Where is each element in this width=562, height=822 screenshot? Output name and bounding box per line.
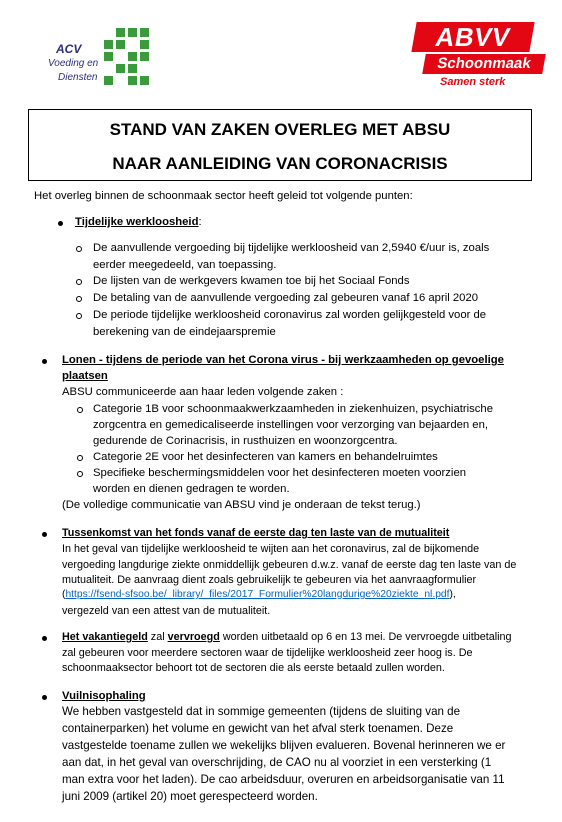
section1-item-4-line-2: berekening van de eindejaarspremie bbox=[93, 326, 276, 338]
section1-item-3: De betaling van de aanvullende vergoeding zal gebeuren vanaf 16 april 2020 bbox=[93, 292, 479, 304]
sub-bullet bbox=[76, 313, 82, 319]
bullet bbox=[42, 532, 47, 537]
abvv-logo-name: ABVV bbox=[411, 22, 534, 52]
sub-bullet bbox=[76, 279, 82, 285]
section4-rest: worden uitbetaald op 6 en 13 mei. De vervroegde uitbetaling bbox=[219, 631, 512, 643]
acv-logo-line3: Diensten bbox=[58, 72, 98, 83]
sub-bullet bbox=[76, 246, 82, 252]
section2-note: (De volledige communicatie van ABSU vind je onderaan de tekst terug.) bbox=[62, 499, 421, 511]
logo-square bbox=[140, 76, 149, 85]
section5-line-2: containerparken) het volume en gewicht van het afval sterk toenamen. Deze bbox=[62, 722, 454, 735]
section3-line-5: vergezeld van een attest van de mutualiteit. bbox=[62, 605, 271, 617]
section1-item-2: De lijsten van de werkgevers kwamen toe bij het Sociaal Fonds bbox=[93, 275, 410, 287]
bullet bbox=[42, 695, 47, 700]
logo-square bbox=[128, 52, 137, 61]
link-close-paren: ), bbox=[449, 589, 456, 600]
acv-logo-line2: Voeding en bbox=[48, 58, 99, 69]
logo-square bbox=[140, 52, 149, 61]
logo-square bbox=[104, 40, 113, 49]
bullet bbox=[58, 221, 63, 226]
section3-heading: Tussenkomst van het fonds vanaf de eerste dag ten laste van de mutualiteit bbox=[62, 527, 450, 539]
section2-heading-line-2: plaatsen bbox=[62, 370, 108, 382]
section4-mid: zal bbox=[147, 631, 168, 643]
section3-line-3: mutualiteit. De aanvraag dient zoals gebruikelijk te gebeuren via het aanvraagformulier bbox=[62, 574, 477, 586]
section2-item-1-line-1: Categorie 1B voor schoonmaakwerkzaamheden in ziekenhuizen, psychiatrische bbox=[93, 403, 494, 415]
abvv-logo-sector: Schoonmaak bbox=[422, 54, 546, 74]
abvv-logo bbox=[414, 22, 546, 94]
section2-item-3-line-2: worden en dienen gedragen te worden. bbox=[93, 483, 290, 495]
acv-logo-name: ACV bbox=[56, 42, 82, 56]
abvv-logo-slogan: Samen sterk bbox=[440, 76, 506, 88]
logo-square bbox=[140, 28, 149, 37]
sub-bullet bbox=[77, 471, 83, 477]
section1-item-1-line-2: eerder meegedeeld, van toepassing. bbox=[93, 259, 277, 271]
sub-bullet bbox=[77, 455, 83, 461]
section5-heading: Vuilnisophaling bbox=[62, 690, 146, 702]
logo-square bbox=[128, 64, 137, 73]
title-line-2: NAAR AANLEIDING VAN CORONACRISIS bbox=[112, 154, 448, 173]
logo-square bbox=[128, 76, 137, 85]
bullet bbox=[42, 636, 47, 641]
logo-square bbox=[116, 28, 125, 37]
title-box bbox=[28, 109, 532, 181]
logo-square bbox=[140, 40, 149, 49]
section2-intro: ABSU communiceerde aan haar leden volgende zaken : bbox=[62, 386, 344, 398]
section2-item-2: Categorie 2E voor het desinfecteren van kamers en behandelruimtes bbox=[93, 451, 438, 463]
section1-item-1-line-1: De aanvullende vergoeding bij tijdelijke werkloosheid van 2,5940 €/uur is, zoals bbox=[93, 242, 490, 254]
section2-item-1-line-2: zorgcentra en gemedicaliseerde instellingen voor verzorging van bejaarden en, bbox=[93, 419, 489, 431]
title-line-1: STAND VAN ZAKEN OVERLEG MET ABSU bbox=[109, 120, 451, 139]
section1-heading-line bbox=[75, 215, 202, 229]
section3-line-2: vergoeding langdurige ziekte onmiddellijk gebeuren d.w.z. vanaf de eerste dag ten laste van de bbox=[62, 559, 517, 571]
section5-line-3: vastgestelde toename zullen we wekelijks blijven evalueren. Bovenal herinneren we er bbox=[62, 739, 506, 752]
sub-bullet bbox=[76, 296, 82, 302]
section4-heading-b: vervroegd bbox=[167, 631, 220, 643]
section3-link-line bbox=[62, 588, 456, 602]
logo-square bbox=[128, 28, 137, 37]
section1-colon: : bbox=[198, 216, 202, 228]
section3-line-1: In het geval van tijdelijke werkloosheid te wijten aan het coronavirus, zal de bijkomende bbox=[62, 543, 480, 555]
section5-line-6: juni 2009 (artikel 20) moet gerespecteerd worden. bbox=[62, 790, 318, 803]
section4-line-2: zal gebeuren voor meerdere sectoren waar de tijdelijke werkloosheid zeer hoog is. De bbox=[62, 647, 473, 659]
section1-item-4-line-1: De periode tijdelijke werkloosheid coronavirus zal worden gelijkgesteld voor de bbox=[93, 309, 487, 321]
section5-line-5: man extra voor het laden). De cao arbeidsduur, overuren en arbeidsorganisatie van 11 bbox=[62, 773, 505, 786]
section2-heading-line-1: Lonen - tijdens de periode van het Corona virus - bij werkzaamheden op gevoelige bbox=[62, 354, 504, 366]
section4-heading-a: Het vakantiegeld bbox=[62, 631, 148, 643]
logo-square bbox=[104, 52, 113, 61]
section5-line-1: We hebben vastgesteld dat in sommige gemeenten (tijdens de sluiting van de bbox=[62, 705, 461, 718]
bullet bbox=[42, 359, 47, 364]
logo-square bbox=[116, 40, 125, 49]
section5-line-4: aan dat, in het geval van overschrijding, de CAO nu al voorziet in een versterking (1 bbox=[62, 756, 492, 769]
sub-bullet bbox=[77, 407, 83, 413]
form-link[interactable]: https://fsend-sfsoo.be/_library/_files/2017_Formulier%20langdurige%20ziekte_nl.pdf bbox=[65, 589, 450, 600]
logo-square bbox=[116, 64, 125, 73]
acv-logo bbox=[38, 22, 158, 90]
link-open-paren: ( bbox=[62, 589, 66, 600]
section4-line-3: schoonmaaksector behoort tot de sectoren die als eerste betaald zullen worden. bbox=[62, 662, 445, 674]
section4-line-1 bbox=[62, 630, 512, 644]
section1-heading: Tijdelijke werkloosheid bbox=[75, 216, 199, 228]
section2-item-1-line-3: gedurende de Corinacrisis, in rusthuizen en woonzorgcentra. bbox=[93, 435, 398, 447]
logo-square bbox=[104, 76, 113, 85]
section2-item-3-line-1: Specifieke beschermingsmiddelen voor het desinfecteren moeten voorzien bbox=[93, 467, 467, 479]
intro-text: Het overleg binnen de schoonmaak sector heeft geleid tot volgende punten: bbox=[34, 190, 413, 202]
